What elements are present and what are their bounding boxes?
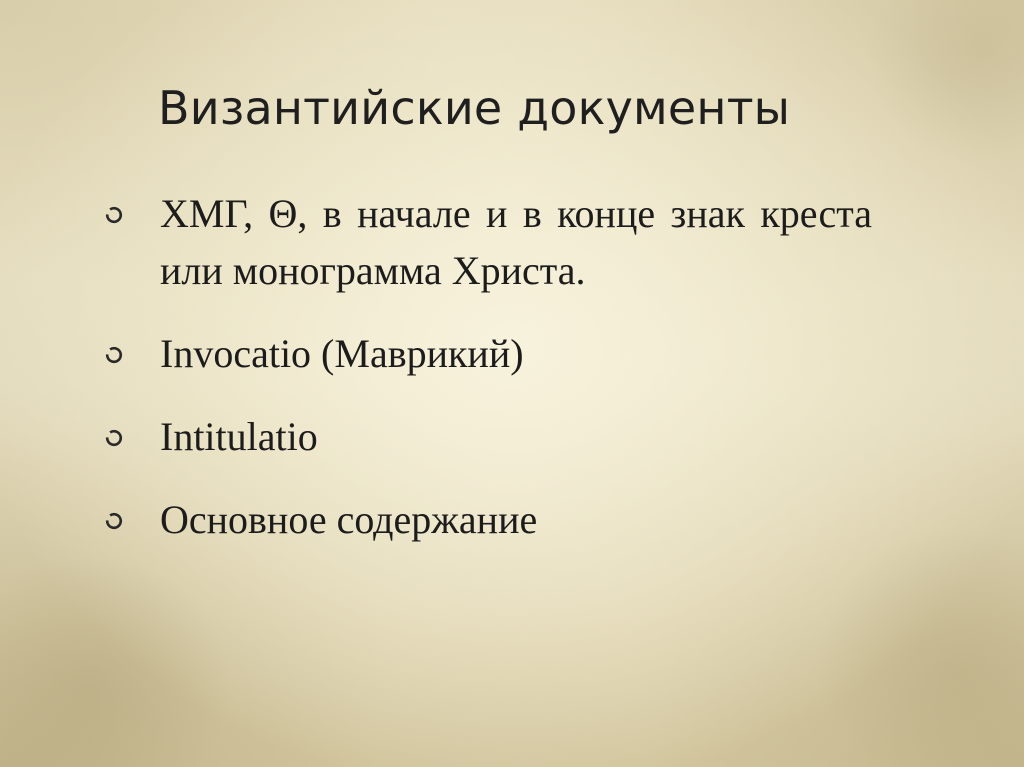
- bullet-text: Основное содержание: [160, 497, 538, 542]
- paper-stain: [820, 520, 1024, 767]
- open-circle-bullet-icon: [104, 205, 124, 225]
- bullet-item: [104, 325, 924, 382]
- bullet-list: [104, 185, 924, 548]
- open-circle-bullet-icon: [104, 345, 124, 365]
- bullet-text: ХМГ, Θ, в начале и в конце знак креста или монограмма Христа.: [160, 191, 872, 293]
- open-circle-bullet-icon: [104, 428, 124, 448]
- slide-title: Византийские документы: [158, 81, 791, 135]
- bullet-text: Intitulatio: [160, 414, 318, 459]
- bullet-item: [104, 408, 924, 465]
- paper-stain: [0, 560, 240, 767]
- bullet-text: Invocatio (Маврикий): [160, 331, 524, 376]
- paper-stain: [860, 0, 1024, 160]
- bullet-item: [104, 185, 872, 299]
- open-circle-bullet-icon: [104, 511, 124, 531]
- bullet-item: [104, 491, 924, 548]
